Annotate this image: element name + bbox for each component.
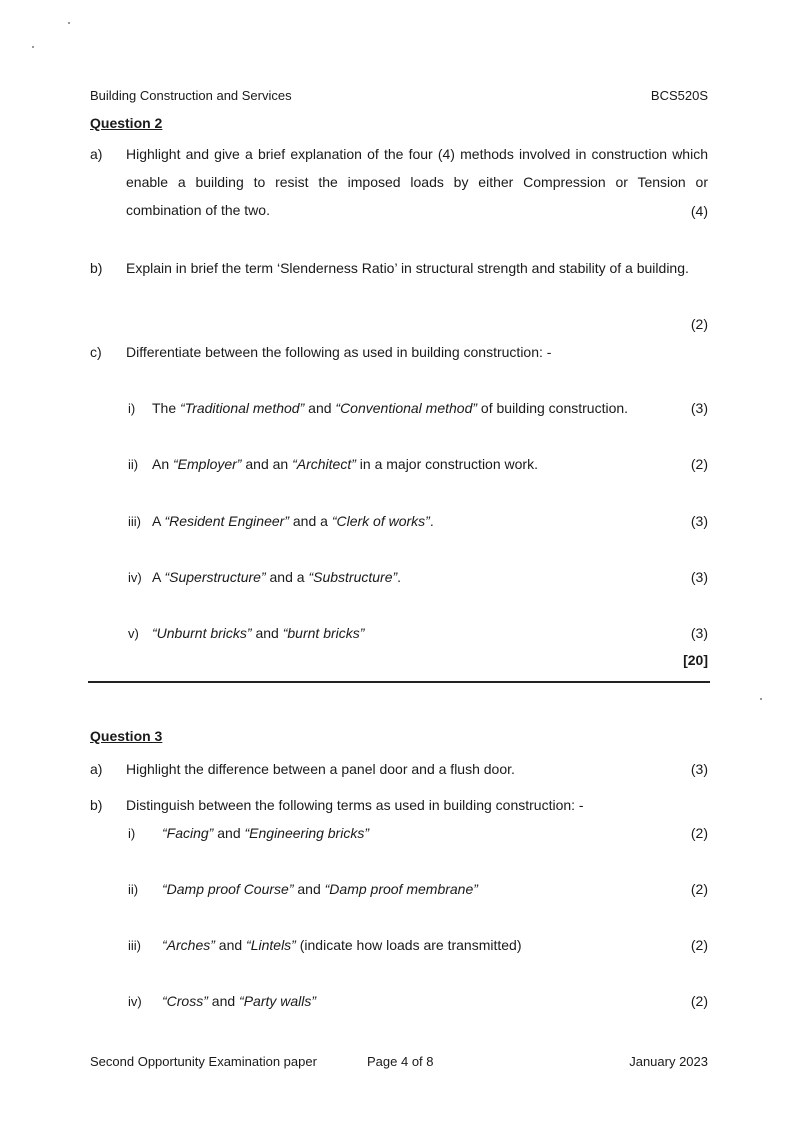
item-text: A <box>152 513 165 529</box>
q2-total-marks: [20] <box>683 652 708 668</box>
q2-a-marks: (4) <box>690 203 708 219</box>
item-term: “Damp proof membrane” <box>324 881 478 897</box>
q3-b-label: b) <box>90 797 103 813</box>
item-text: The <box>152 400 181 416</box>
q2-a-label: a) <box>90 146 103 162</box>
item-term: “Facing” <box>162 825 214 841</box>
q3-a-marks: (3) <box>690 761 708 777</box>
q2-c-item-4 <box>128 569 401 585</box>
question-3-title: Question 3 <box>90 728 163 744</box>
q2-c-text: Differentiate between the following as used in building construction: - <box>126 344 552 360</box>
item-number: ii) <box>128 457 139 472</box>
item-term: “Employer” <box>173 456 242 472</box>
item-text: . <box>397 569 402 585</box>
q2-c-item-5 <box>128 625 364 641</box>
item-text: An <box>152 456 174 472</box>
q3-a-label: a) <box>90 761 103 777</box>
q2-c-item-1-marks: (3) <box>690 400 708 416</box>
item-text: and <box>304 400 336 416</box>
item-term: “Clerk of works” <box>331 513 430 529</box>
q3-a-text: Highlight the difference between a panel door and a flush door. <box>126 761 515 777</box>
item-number: ii) <box>128 882 139 897</box>
q2-c-item-5-marks: (3) <box>690 625 708 641</box>
item-term: “Architect” <box>292 456 356 472</box>
item-number: iii) <box>128 938 141 953</box>
header-course: Building Construction and Services <box>90 88 292 103</box>
item-text: (indicate how loads are transmitted) <box>295 937 522 953</box>
scan-speck <box>32 46 34 48</box>
item-term: “Damp proof Course” <box>162 881 294 897</box>
item-term: “Conventional method” <box>335 400 478 416</box>
q2-c-item-2 <box>128 456 538 472</box>
item-text: and an <box>241 456 293 472</box>
item-term: “Unburnt bricks” <box>152 625 252 641</box>
q3-b-text: Distinguish between the following terms as used in building construction: - <box>126 797 584 813</box>
scan-speck <box>68 22 70 24</box>
footer-exam-type: Second Opportunity Examination paper <box>90 1054 317 1069</box>
q3-b-item-1 <box>128 825 369 841</box>
section-divider <box>88 681 710 683</box>
q2-b-label: b) <box>90 260 103 276</box>
item-number: iv) <box>128 570 142 585</box>
item-term: “Superstructure” <box>164 569 266 585</box>
item-text: and <box>293 881 325 897</box>
q2-c-item-1 <box>128 400 628 416</box>
q3-b-item-2-marks: (2) <box>690 881 708 897</box>
item-text: and <box>214 937 247 953</box>
q3-b-item-2 <box>128 881 478 897</box>
item-number: v) <box>128 626 139 641</box>
q2-b-text: Explain in brief the term ‘Slenderness Ratio’ in structural strength and stability of a building. <box>126 260 689 276</box>
item-text: and a <box>265 569 309 585</box>
q2-a-text: Highlight and give a brief explanation of the four (4) methods involved in construction which enable a building to resist the imposed loads by either Compression or Tension or combination of the two. <box>126 146 708 218</box>
item-term: “Traditional method” <box>180 400 305 416</box>
q3-b-item-1-marks: (2) <box>690 825 708 841</box>
item-term: “Resident Engineer” <box>164 513 289 529</box>
q2-c-item-3-marks: (3) <box>690 513 708 529</box>
item-term: “burnt bricks” <box>282 625 365 641</box>
q3-b-item-4-marks: (2) <box>690 993 708 1009</box>
item-text: of building construction. <box>477 400 629 416</box>
q2-c-label: c) <box>90 344 102 360</box>
footer-date: January 2023 <box>629 1054 708 1069</box>
item-term: “Party walls” <box>239 993 317 1009</box>
q2-c-item-4-marks: (3) <box>690 569 708 585</box>
item-term: “Engineering bricks” <box>244 825 369 841</box>
item-text: and <box>207 993 240 1009</box>
q2-c-item-2-marks: (2) <box>690 456 708 472</box>
item-number: iii) <box>128 514 141 529</box>
item-text: and <box>213 825 245 841</box>
q2-c-item-3 <box>128 513 434 529</box>
question-2-title: Question 2 <box>90 115 163 131</box>
item-text: A <box>152 569 165 585</box>
item-term: “Substructure” <box>308 569 398 585</box>
q3-b-item-3 <box>128 937 522 953</box>
scan-speck <box>760 698 762 700</box>
item-term: “Cross” <box>162 993 208 1009</box>
q3-b-item-4 <box>128 993 316 1009</box>
item-term: “Lintels” <box>246 937 296 953</box>
header-code: BCS520S <box>650 88 708 103</box>
footer-page-number: Page 4 of 8 <box>367 1054 434 1069</box>
item-term: “Arches” <box>162 937 215 953</box>
item-text: and <box>251 625 283 641</box>
item-number: iv) <box>128 994 142 1009</box>
q2-b-marks: (2) <box>690 316 708 332</box>
item-number: i) <box>128 826 136 841</box>
q3-b-item-3-marks: (2) <box>690 937 708 953</box>
item-text: in a major construction work. <box>355 456 538 472</box>
item-text: . <box>429 513 434 529</box>
item-number: i) <box>128 401 136 416</box>
item-text: and a <box>288 513 332 529</box>
